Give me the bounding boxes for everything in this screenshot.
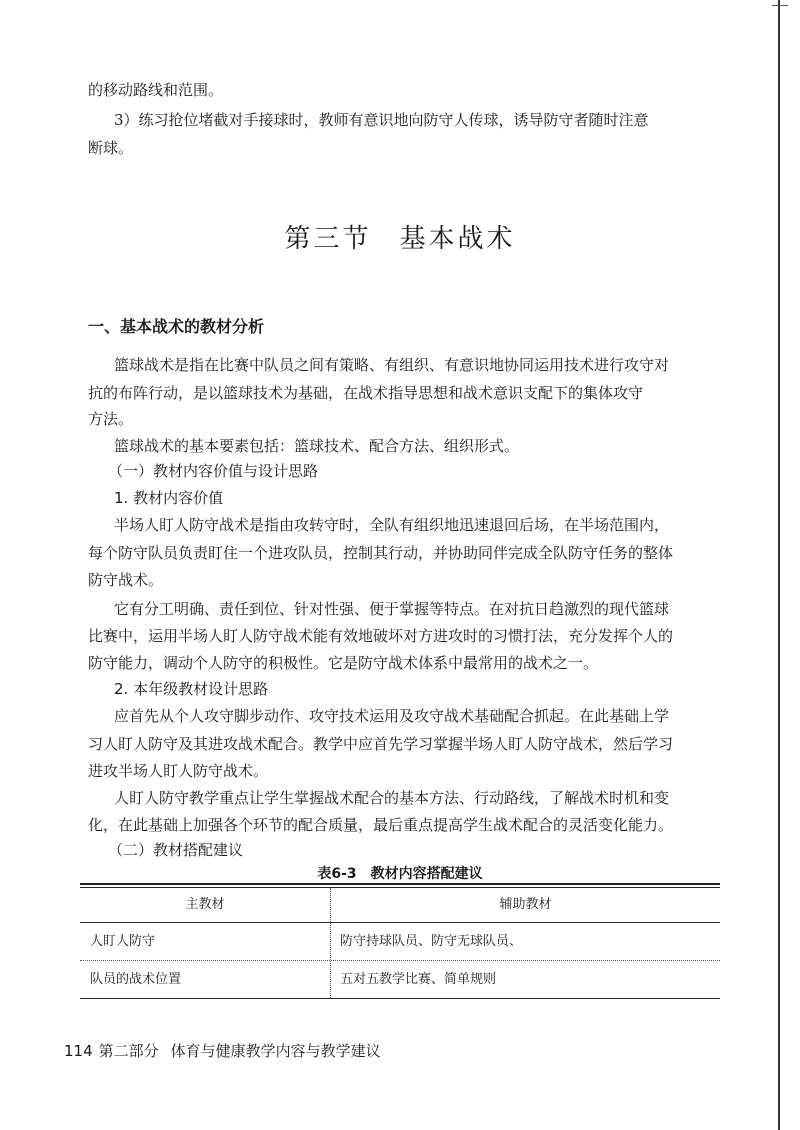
- paragraph-line: 防守战术。: [88, 571, 164, 589]
- paragraph-line: 半场人盯人防守战术是指由攻转守时，全队有组织地迅速退回后场，在半场范围内，: [114, 516, 670, 534]
- page-edge-mark: [772, 5, 788, 6]
- footer-title: 体育与健康教学内容与教学建议: [170, 1042, 381, 1060]
- section-title: [0, 218, 800, 255]
- paragraph-line: 进攻半场人盯人防守战术。: [88, 762, 269, 780]
- table-header-main: 主教材: [185, 897, 225, 912]
- paragraph-line: 比赛中，运用半场人盯人防守战术能有效地破坏对方进攻时的习惯打法，充分发挥个人的: [88, 627, 674, 645]
- table-rule-top: [80, 887, 720, 888]
- text-line: 的移动路线和范围。: [88, 81, 224, 99]
- text-line: 断球。: [88, 139, 134, 157]
- table-rule-bottom: [80, 998, 720, 999]
- table-caption: 表6-3 教材内容搭配建议: [317, 866, 483, 882]
- paragraph-line: 抗的布阵行动，是以篮球技术为基础，在战术指导思想和战术意识支配下的集体攻守: [88, 384, 644, 402]
- table-cell: 五对五教学比赛、简单规则: [340, 972, 497, 987]
- paragraph-line: 防守能力，调动个人防守的积极性。它是防守战术体系中最常用的战术之一。: [88, 654, 599, 672]
- paragraph-line: 化，在此基础上加强各个环节的配合质量，最后重点提高学生战术配合的灵活变化能力。: [88, 816, 674, 834]
- subheading: 2. 本年级教材设计思路: [114, 680, 269, 698]
- table-cell: 防守持球队员、防守无球队员、: [340, 934, 523, 949]
- subheading: （一）教材内容价值与设计思路: [108, 462, 319, 480]
- section-number: 第三节: [284, 224, 372, 254]
- subheading: （二）教材搭配建议: [108, 841, 244, 859]
- page-number: 114: [64, 1042, 93, 1060]
- paragraph-line: 篮球战术的基本要素包括：篮球技术、配合方法、组织形式。: [114, 437, 520, 455]
- table-header-aux: 辅助教材: [499, 897, 552, 912]
- paragraph-line: 人盯人防守教学重点让学生掌握战术配合的基本方法、行动路线，了解战术时机和变: [114, 789, 670, 807]
- heading-level-1: 一、基本战术的教材分析: [88, 317, 265, 336]
- paragraph-line: 习人盯人防守及其进攻战术配合。教学中应首先学习掌握半场人盯人防守战术，然后学习: [88, 735, 674, 753]
- section-name: 基本战术: [399, 224, 516, 254]
- footer-part: 第二部分: [98, 1042, 159, 1060]
- paragraph-line: 它有分工明确、责任到位、针对性强、便于掌握等特点。在对抗日趋激烈的现代篮球: [114, 600, 670, 618]
- table-cell: 队员的战术位置: [90, 972, 182, 987]
- paragraph-line: 篮球战术是指在比赛中队员之间有策略、有组织、有意识地协同运用技术进行攻守对: [114, 356, 670, 374]
- paragraph-line: 应首先从个人攻守脚步动作、攻守技术运用及攻守战术基础配合抓起。在此基础上学: [114, 707, 670, 725]
- table-rule-row: [80, 960, 720, 961]
- table-rule-top: [80, 883, 720, 885]
- table-cell: 人盯人防守: [90, 934, 156, 949]
- paragraph-line: 方法。: [88, 410, 134, 428]
- table-rule-header: [80, 922, 720, 923]
- paragraph-line: 每个防守队员负责盯住一个进攻队员，控制其行动，并协助同伴完成全队防守任务的整体: [88, 544, 674, 562]
- text-line: 3）练习抢位堵截对手接球时，教师有意识地向防守人传球，诱导防守者随时注意: [114, 111, 649, 129]
- page-edge-line: [778, 0, 780, 1130]
- page-footer: [64, 1040, 381, 1061]
- subheading: 1. 教材内容价值: [114, 489, 224, 507]
